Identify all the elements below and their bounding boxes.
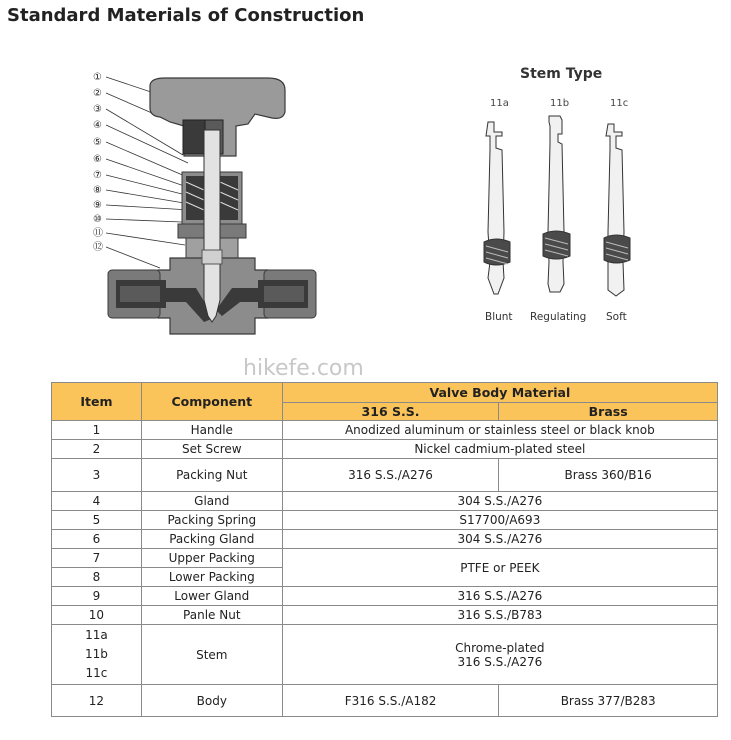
- stem-type-illustrations: [484, 116, 630, 296]
- stem-name-blunt: Blunt: [485, 311, 513, 323]
- callout-11: ⑪: [93, 228, 103, 239]
- callout-1: ①: [93, 72, 102, 83]
- callout-9: ⑨: [93, 200, 102, 211]
- callout-12: ⑫: [93, 242, 103, 253]
- table-row: 3 Packing Nut 316 S.S./A276 Brass 360/B16: [52, 459, 718, 492]
- stem-11b-shape: [548, 116, 564, 292]
- stem-name-regulating: Regulating: [530, 311, 587, 323]
- packing-material: PTFE or PEEK: [282, 549, 717, 587]
- header-316-ss: 316 S.S.: [282, 403, 499, 421]
- table-row: 7 Upper Packing PTFE or PEEK: [52, 549, 718, 568]
- stem-11c-shape: [606, 124, 624, 296]
- callout-5: ⑤: [93, 137, 102, 148]
- callout-labels: [93, 72, 103, 253]
- stem-11a-shape: [486, 122, 504, 294]
- table-row: 1 Handle Anodized aluminum or stainless steel or black knob: [52, 421, 718, 440]
- header-brass: Brass: [499, 403, 718, 421]
- callout-10: ⑩: [93, 214, 102, 225]
- table-row: 4 Gland 304 S.S./A276: [52, 492, 718, 511]
- valve-cross-section-diagram: [0, 0, 731, 360]
- table-row: 12 Body F316 S.S./A182 Brass 377/B283: [52, 685, 718, 717]
- callout-7: ⑦: [93, 170, 102, 181]
- callout-3: ③: [93, 104, 102, 115]
- watermark: hikefe.com: [243, 356, 364, 381]
- table-row: 8 Lower Packing: [52, 568, 718, 587]
- callout-2: ②: [93, 88, 102, 99]
- stem-code-11a: 11a: [490, 98, 509, 109]
- stem-type-title: Stem Type: [520, 66, 603, 82]
- stem-code-11c: 11c: [610, 98, 629, 109]
- table-row: 10 Panle Nut 316 S.S./B783: [52, 606, 718, 625]
- table-row: 6 Packing Gland 304 S.S./A276: [52, 530, 718, 549]
- callout-6: ⑥: [93, 154, 102, 165]
- stem-shape: [204, 130, 220, 322]
- page-title: Standard Materials of Construction: [7, 5, 365, 26]
- table-row: 9 Lower Gland 316 S.S./A276: [52, 587, 718, 606]
- callout-4: ④: [93, 120, 102, 131]
- header-component: Component: [141, 383, 282, 421]
- table-row: 5 Packing Spring S17700/A693: [52, 511, 718, 530]
- set-screw-shape: [183, 120, 205, 154]
- stem-code-11b: 11b: [550, 98, 570, 109]
- materials-table: [51, 382, 718, 717]
- stem-name-soft: Soft: [606, 311, 627, 323]
- header-valve-body-material: Valve Body Material: [282, 383, 717, 403]
- table-row: 11a 11b 11c Stem Chrome-plated 316 S.S./A276: [52, 625, 718, 685]
- table-row: 2 Set Screw Nickel cadmium-plated steel: [52, 440, 718, 459]
- callout-8: ⑧: [93, 185, 102, 196]
- header-item: Item: [52, 383, 142, 421]
